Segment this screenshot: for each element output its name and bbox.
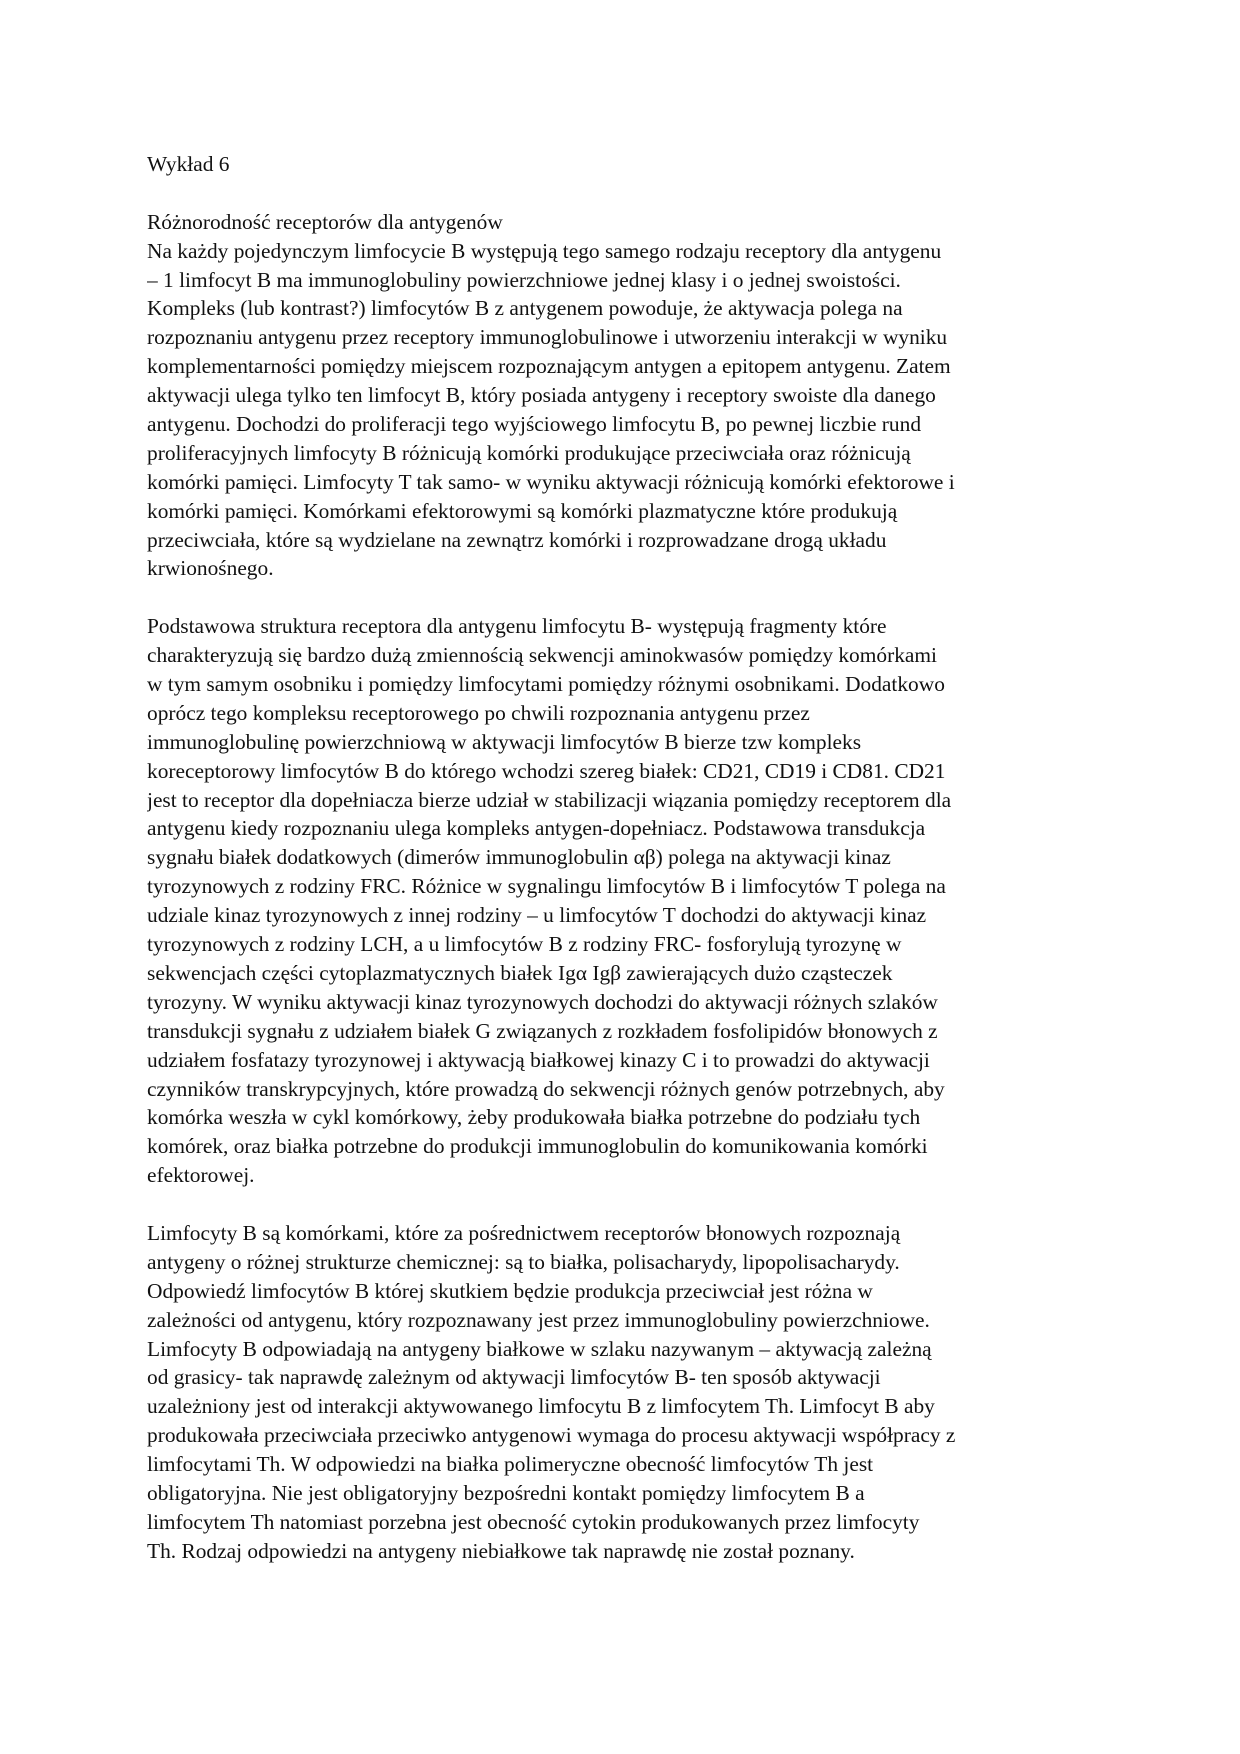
spacer <box>147 179 1097 208</box>
text-line: komórki pamięci. Limfocyty T tak samo- w wyniku aktywacji różnicują komórki efektorowe i <box>147 469 955 494</box>
text-line: zależności od antygenu, który rozpoznawany jest przez immunoglobuliny powierzchniowe. <box>147 1307 930 1332</box>
text-line: sygnału białek dodatkowych (dimerów immunoglobulin αβ) polega na aktywacji kinaz <box>147 845 891 870</box>
text-line: produkowała przeciwciała przeciwko antygenowi wymaga do procesu aktywacji współpracy z <box>147 1423 956 1448</box>
text-line: Odpowiedź limfocytów B której skutkiem będzie produkcja przeciwciał jest różna w <box>147 1278 873 1303</box>
text-line: Th. Rodzaj odpowiedzi na antygeny niebiałkowe tak naprawdę nie został poznany. <box>147 1538 855 1563</box>
lecture-title: Wykład 6 <box>147 152 230 176</box>
text-line: Limfocyty B odpowiadają na antygeny białkowe w szlaku nazywanym – aktywacją zależną <box>147 1336 932 1361</box>
text-line: komplementarności pomiędzy miejscem rozpoznającym antygen a epitopem antygenu. Zatem <box>147 354 951 379</box>
text-line: antygenu. Dochodzi do proliferacji tego wyjściowego limfocytu B, po pewnej liczbie rund <box>147 412 922 437</box>
text-line: tyrozyny. W wyniku aktywacji kinaz tyrozynowych dochodzi do aktywacji różnych szlaków <box>147 989 938 1014</box>
paragraph-receptor-structure <box>147 612 1097 1190</box>
text-line: tyrozynowych z rodziny LCH, a u limfocytów B z rodziny FRC- fosforylują tyrozynę w <box>147 932 902 957</box>
document-body <box>147 150 1097 1566</box>
text-line: limfocytami Th. W odpowiedzi na białka polimeryczne obecność limfocytów Th jest <box>147 1452 874 1477</box>
text-line: antygenu kiedy rozpoznaniu ulega kompleks antygen-dopełniacz. Podstawowa transdukcja <box>147 816 926 841</box>
text-line: krwionośnego. <box>147 556 274 581</box>
text-line: uzależniony jest od interakcji aktywowanego limfocytu B z limfocytem Th. Limfocyt B aby <box>147 1394 935 1419</box>
text-line: proliferacyjnych limfocyty B różnicują komórki produkujące przeciwciała oraz różnicują <box>147 440 911 465</box>
text-line: komórka weszła w cykl komórkowy, żeby produkowała białka potrzebne do podziału tych <box>147 1105 921 1130</box>
paragraph-b-cell-response <box>147 1219 1097 1566</box>
text-line: komórki pamięci. Komórkami efektorowymi są komórki plazmatyczne które produkują <box>147 498 898 523</box>
text-line: antygeny o różnej strukturze chemicznej: są to białka, polisacharydy, lipopolisacharydy. <box>147 1249 900 1274</box>
text-line: sekwencjach części cytoplazmatycznych białek Igα Igβ zawierających dużo cząsteczek <box>147 960 893 985</box>
text-line: – 1 limfocyt B ma immunoglobuliny powierzchniowe jednej klasy i o jednej swoistości. <box>147 267 901 292</box>
text-line: Na każdy pojedynczym limfocycie B występują tego samego rodzaju receptory dla antygenu <box>147 238 942 263</box>
paragraph-receptor-diversity <box>147 237 1097 584</box>
text-line: koreceptorowy limfocytów B do którego wchodzi szereg białek: CD21, CD19 i CD81. CD21 <box>147 758 946 783</box>
text-line: aktywacji ulega tylko ten limfocyt B, który posiada antygeny i receptory swoiste dla danego <box>147 383 936 408</box>
text-line: rozpoznaniu antygenu przez receptory immunoglobulinowe i utworzeniu interakcji w wyniku <box>147 325 948 350</box>
text-line: Podstawowa struktura receptora dla antygenu limfocytu B- występują fragmenty które <box>147 614 887 639</box>
text-line: udziałem fosfatazy tyrozynowej i aktywacją białkowej kinazy C i to prowadzi do aktywacji <box>147 1047 930 1072</box>
text-line: komórek, oraz białka potrzebne do produkcji immunoglobulin do komunikowania komórki <box>147 1134 928 1159</box>
text-line: udziale kinaz tyrozynowych z innej rodziny – u limfocytów T dochodzi do aktywacji kinaz <box>147 903 927 928</box>
text-line: Limfocyty B są komórkami, które za pośrednictwem receptorów błonowych rozpoznają <box>147 1220 901 1245</box>
text-line: limfocytem Th natomiast porzebna jest obecność cytokin produkowanych przez limfocyty <box>147 1509 920 1534</box>
text-line: obligatoryjna. Nie jest obligatoryjny bezpośredni kontakt pomiędzy limfocytem B a <box>147 1480 865 1505</box>
text-line: przeciwciała, które są wydzielane na zewnątrz komórki i rozprowadzane drogą układu <box>147 527 887 552</box>
text-line: jest to receptor dla dopełniacza bierze udział w stabilizacji wiązania pomiędzy receptorem dla <box>147 787 952 812</box>
section-heading: Różnorodność receptorów dla antygenów <box>147 209 503 234</box>
text-line: charakteryzują się bardzo dużą zmiennością sekwencji aminokwasów pomiędzy komórkami <box>147 643 937 668</box>
text-line: czynników transkrypcyjnych, które prowadzą do sekwencji różnych genów potrzebnych, aby <box>147 1076 945 1101</box>
text-line: efektorowej. <box>147 1163 255 1188</box>
text-line: tyrozynowych z rodziny FRC. Różnice w sygnalingu limfocytów B i limfocytów T polega na <box>147 874 946 899</box>
text-line: w tym samym osobniku i pomiędzy limfocytami pomiędzy różnymi osobnikami. Dodatkowo <box>147 672 945 697</box>
text-line: Kompleks (lub kontrast?) limfocytów B z antygenem powoduje, że aktywacja polega na <box>147 296 903 321</box>
text-line: oprócz tego kompleksu receptorowego po chwili rozpoznania antygenu przez <box>147 700 810 725</box>
text-line: od grasicy- tak naprawdę zależnym od aktywacji limfocytów B- ten sposób aktywacji <box>147 1365 881 1390</box>
spacer <box>147 1190 1097 1219</box>
text-line: transdukcji sygnału z udziałem białek G związanych z rozkładem fosfolipidów błonowych z <box>147 1018 938 1043</box>
text-line: immunoglobulinę powierzchniową w aktywacji limfocytów B bierze tzw kompleks <box>147 729 862 754</box>
spacer <box>147 583 1097 612</box>
